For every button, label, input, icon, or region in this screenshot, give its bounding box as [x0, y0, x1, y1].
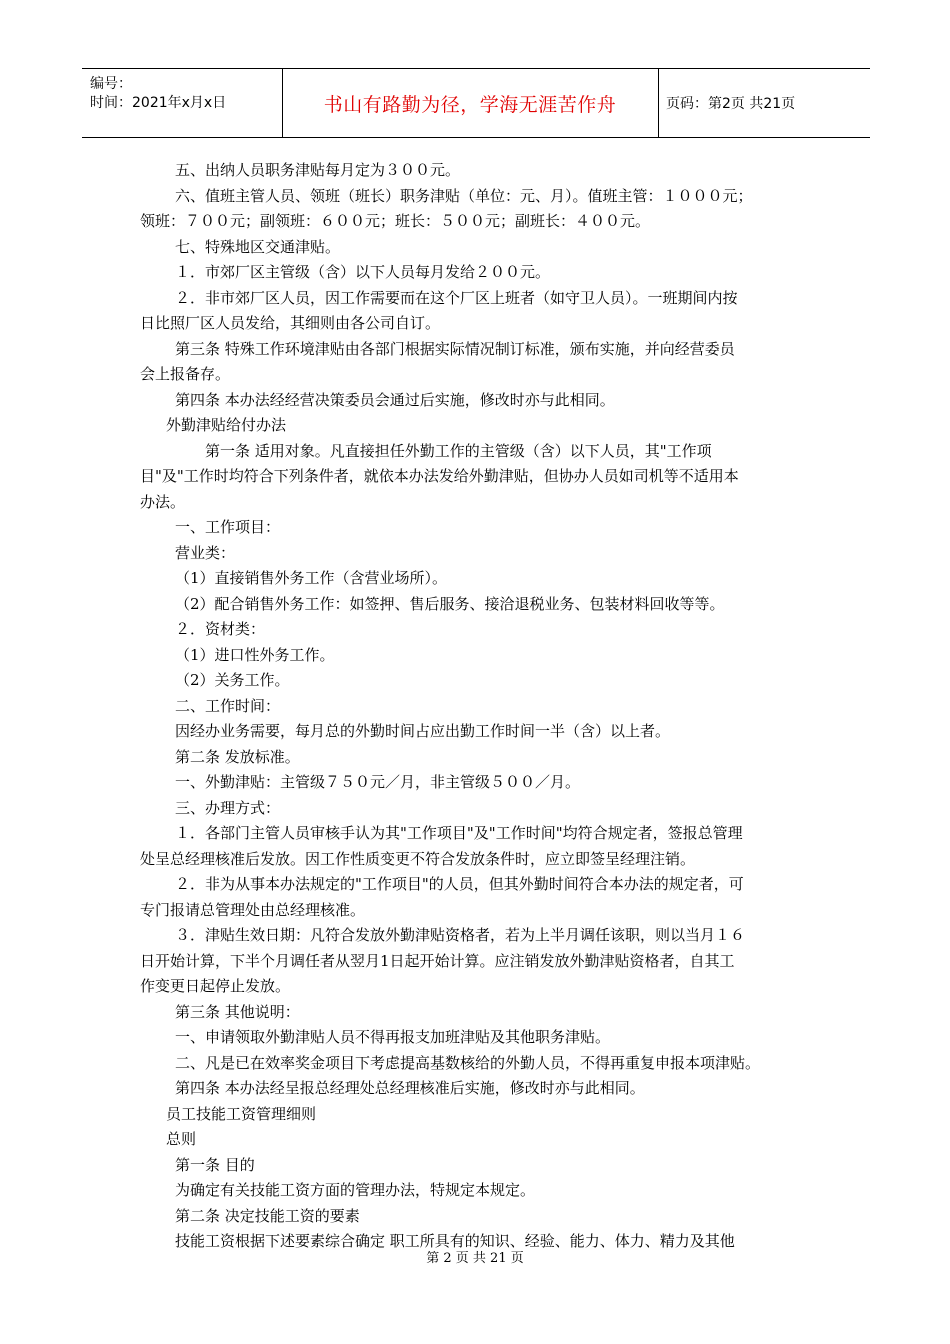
text-line: （1）进口性外务工作。	[175, 646, 335, 664]
text-line: 三、办理方式：	[175, 799, 281, 817]
text-line: 二、凡是已在效率奖金项目下考虑提高基数核给的外勤人员，不得再重复申报本项津贴。	[175, 1054, 761, 1072]
text-line: 为确定有关技能工资方面的管理办法，特规定本规定。	[175, 1181, 536, 1199]
text-line: （2）关务工作。	[175, 671, 290, 689]
text-line: 作变更日起停止发放。	[140, 977, 291, 995]
text-line: 专门报请总管理处由总经理核准。	[140, 901, 366, 919]
motto-text: 书山有路勤为径，学海无涯苦作舟	[323, 93, 617, 116]
text-line: （1）直接销售外务工作（含营业场所）。	[175, 569, 448, 587]
text-line: 外勤津贴给付办法	[166, 416, 287, 434]
text-line: ３．津贴生效日期：凡符合发放外勤津贴资格者，若为上半月调任该职，则以当月１６	[175, 926, 746, 944]
text-line: ２．资材类：	[175, 620, 266, 638]
page-info-cell	[658, 69, 870, 137]
number-label: 编号：	[90, 76, 132, 92]
text-line: 技能工资根据下述要素综合确定 职工所具有的知识、经验、能力、体力、精力及其他	[175, 1232, 735, 1250]
text-line: 第一条 适用对象。凡直接担任外勤工作的主管级（含）以下人员，其"工作项	[205, 442, 712, 460]
text-line: 第四条 本办法经经营决策委员会通过后实施，修改时亦与此相同。	[175, 391, 615, 409]
text-line: 营业类：	[175, 544, 236, 562]
text-line: ２．非市郊厂区人员，因工作需要而在这个厂区上班者（如守卫人员）。一班期间内按	[175, 289, 738, 307]
text-line: 一、工作项目：	[175, 518, 281, 536]
text-line: 一、申请领取外勤津贴人员不得再报支加班津贴及其他职务津贴。	[175, 1028, 611, 1046]
text-line: 日开始计算，下半个月调任者从翌月1日起开始计算。应注销发放外勤津贴资格者，自其工	[140, 952, 735, 970]
text-line: 办法。	[140, 493, 186, 511]
text-line: １．市郊厂区主管级（含）以下人员每月发给２００元。	[175, 263, 551, 281]
text-line: 二、工作时间：	[175, 697, 281, 715]
date-label: 时间：2021年x月x日	[90, 95, 227, 111]
text-line: 第一条 目的	[175, 1156, 255, 1174]
text-line: 第三条 其他说明：	[175, 1003, 300, 1021]
page-footer: 第 2 页 共 21 页	[426, 1251, 524, 1266]
text-line: 第二条 发放标准。	[175, 748, 300, 766]
text-line: 日比照厂区人员发给，其细则由各公司自订。	[140, 314, 441, 332]
text-line: 员工技能工资管理细则	[166, 1105, 317, 1123]
text-line: １．各部门主管人员审核手认为其"工作项目"及"工作时间"均符合规定者，签报总管理	[175, 824, 743, 842]
text-line: 会上报备存。	[140, 365, 231, 383]
text-line: ２．非为从事本办法规定的"工作项目"的人员，但其外勤时间符合本办法的规定者，可	[175, 875, 744, 893]
text-line: 五、出纳人员职务津贴每月定为３００元。	[175, 161, 461, 179]
header-table	[82, 68, 870, 138]
text-line: 六、值班主管人员、领班（班长）职务津贴（单位：元、月）。值班主管：１０００元；	[175, 187, 753, 205]
text-line: 目"及"工作时均符合下列条件者，就依本办法发给外勤津贴，但协办人员如司机等不适用本	[140, 467, 739, 485]
text-line: （2）配合销售外务工作：如签押、售后服务、接洽退税业务、包装材料回收等等。	[175, 595, 725, 613]
text-line: 七、特殊地区交通津贴。	[175, 238, 341, 256]
text-line: 总则	[166, 1130, 197, 1148]
page-info: 页码：第2页 共21页	[666, 96, 796, 112]
motto-cell	[282, 69, 659, 137]
text-line: 第四条 本办法经呈报总经理处总经理核准后实施，修改时亦与此相同。	[175, 1079, 645, 1097]
text-line: 第三条 特殊工作环境津贴由各部门根据实际情况制订标准，颁布实施，并向经营委员	[175, 340, 735, 358]
header-meta-cell	[82, 69, 283, 137]
text-line: 处呈总经理核准后发放。因工作性质变更不符合发放条件时，应立即签呈经理注销。	[140, 850, 696, 868]
text-line: 因经办业务需要，每月总的外勤时间占应出勤工作时间一半（含）以上者。	[175, 722, 671, 740]
text-line: 领班：７００元；副领班：６００元；班长：５００元；副班长：４００元。	[140, 212, 651, 230]
text-line: 一、外勤津贴：主管级７５０元／月，非主管级５００／月。	[175, 773, 581, 791]
text-line: 第二条 决定技能工资的要素	[175, 1207, 360, 1225]
